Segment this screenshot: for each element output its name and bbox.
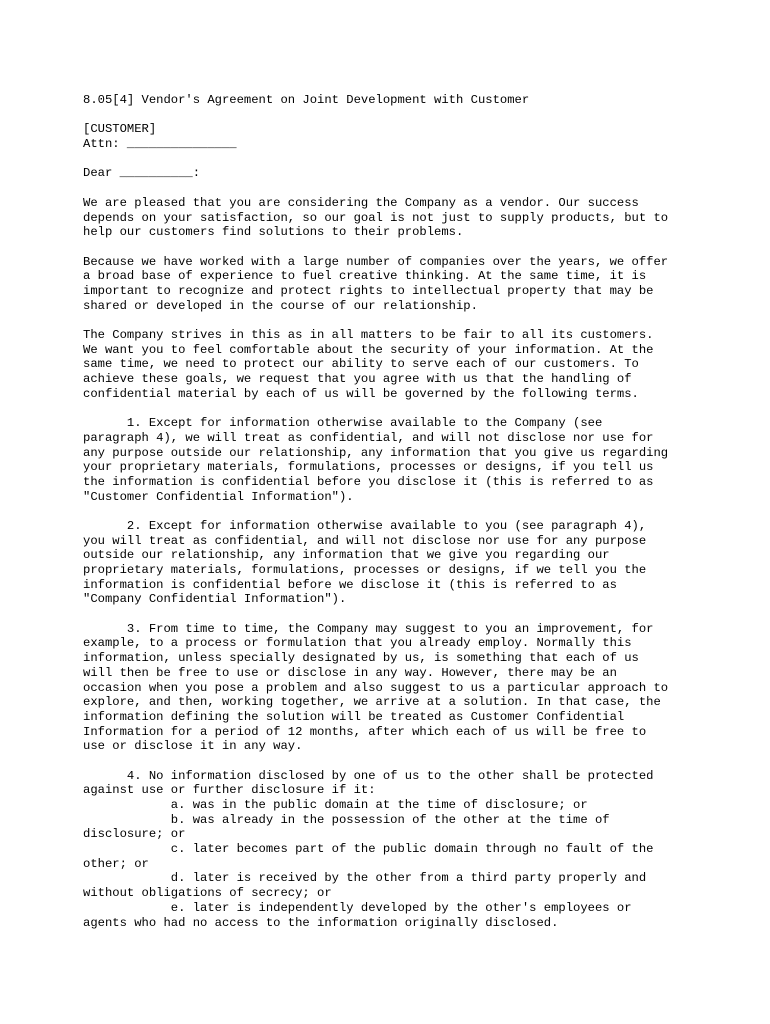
paragraph-line: use or disclose it in any way. bbox=[83, 739, 303, 754]
addressee-attn: Attn: _______________ bbox=[83, 137, 237, 152]
paragraph-line: other; or bbox=[83, 856, 149, 871]
paragraph-line: Information for a period of 12 months, after which each of us will be free to bbox=[83, 724, 647, 739]
paragraph-line: confidential material by each of us will be governed by the following terms. bbox=[83, 386, 639, 401]
addressee-name: [CUSTOMER] bbox=[83, 122, 157, 137]
spacer bbox=[83, 181, 723, 196]
paragraph-line: information defining the solution will be treated as Customer Confidential bbox=[83, 709, 625, 724]
paragraph-line: disclosure; or bbox=[83, 827, 186, 842]
paragraph-intro-1 bbox=[83, 196, 723, 240]
paragraph-line: example, to a process or formulation that you already employ. Normally this bbox=[83, 636, 632, 651]
paragraph-line: any purpose outside our relationship, any information that you give us regarding bbox=[83, 445, 669, 460]
paragraph-line: achieve these goals, we request that you agree with us that the handling of bbox=[83, 372, 632, 387]
paragraph-line: information is confidential before we disclose it (this is referred to as bbox=[83, 577, 617, 592]
paragraph-line: 2. Except for information otherwise available to you (see paragraph 4), bbox=[83, 518, 647, 533]
paragraph-line: "Company Confidential Information"). bbox=[83, 592, 347, 607]
paragraph-line: the information is confidential before you disclose it (this is referred to as bbox=[83, 474, 654, 489]
paragraph-line: We want you to feel comfortable about the security of your information. At the bbox=[83, 342, 654, 357]
paragraph-line: shared or developed in the course of our relationship. bbox=[83, 298, 478, 313]
paragraph-line: e. later is independently developed by the other's employees or bbox=[83, 900, 632, 915]
paragraph-line: occasion when you pose a problem and also suggest to us a particular approach to bbox=[83, 680, 669, 695]
paragraph-line: 1. Except for information otherwise available to the Company (see bbox=[83, 416, 603, 431]
paragraph-line: d. later is received by the other from a third party properly and bbox=[83, 871, 647, 886]
salutation: Dear __________: bbox=[83, 166, 201, 181]
paragraph-line: "Customer Confidential Information"). bbox=[83, 489, 354, 504]
paragraph-line: your proprietary materials, formulations, processes or designs, if you tell us bbox=[83, 460, 654, 475]
paragraph-line: b. was already in the possession of the other at the time of bbox=[83, 812, 610, 827]
paragraph-term-4 bbox=[83, 769, 723, 931]
paragraph-line: will then be free to use or disclose in any way. However, there may be an bbox=[83, 665, 617, 680]
paragraph-line: a. was in the public domain at the time of disclosure; or bbox=[83, 798, 588, 812]
paragraph-line: you will treat as confidential, and will not disclose nor use for any purpose bbox=[83, 533, 647, 548]
paragraph-line: paragraph 4), we will treat as confidential, and will not disclose nor use for bbox=[83, 430, 654, 445]
spacer bbox=[83, 754, 723, 769]
paragraph-line: explore, and then, working together, we arrive at a solution. In that case, the bbox=[83, 695, 661, 710]
paragraph-line: without obligations of secrecy; or bbox=[83, 886, 332, 901]
paragraph-line: help our customers find solutions to their problems. bbox=[83, 225, 464, 240]
paragraph-line: Because we have worked with a large number of companies over the years, we offer bbox=[83, 254, 669, 269]
paragraph-line: c. later becomes part of the public domain through no fault of the bbox=[83, 842, 654, 857]
paragraph-line: The Company strives in this as in all matters to be fair to all its customers. bbox=[83, 328, 654, 342]
spacer bbox=[83, 240, 723, 255]
document-title: 8.05[4] Vendor's Agreement on Joint Development with Customer bbox=[83, 93, 530, 107]
letter-body bbox=[83, 196, 723, 930]
paragraph-line: a broad base of experience to fuel creative thinking. At the same time, it is bbox=[83, 269, 647, 284]
spacer bbox=[83, 313, 723, 328]
paragraph-term-3 bbox=[83, 622, 723, 754]
document-page bbox=[83, 93, 723, 930]
paragraph-term-2 bbox=[83, 519, 723, 607]
paragraph-line: proprietary materials, formulations, processes or designs, if we tell you the bbox=[83, 563, 647, 577]
spacer bbox=[83, 152, 723, 167]
paragraph-intro-2 bbox=[83, 255, 723, 314]
paragraph-line: agents who had no access to the information originally disclosed. bbox=[83, 915, 559, 930]
paragraph-line: information, unless specially designated by us, is something that each of us bbox=[83, 651, 639, 666]
paragraph-line: same time, we need to protect our ability to serve each of our customers. To bbox=[83, 357, 639, 372]
paragraph-line: outside our relationship, any information that we give you regarding our bbox=[83, 548, 610, 563]
paragraph-line: important to recognize and protect rights to intellectual property that may be bbox=[83, 283, 654, 298]
paragraph-line: against use or further disclosure if it: bbox=[83, 783, 376, 798]
spacer bbox=[83, 504, 723, 519]
spacer bbox=[83, 108, 723, 123]
paragraph-term-1 bbox=[83, 416, 723, 504]
paragraph-intro-3 bbox=[83, 328, 723, 401]
paragraph-line: 3. From time to time, the Company may suggest to you an improvement, for bbox=[83, 621, 654, 636]
paragraph-line: depends on your satisfaction, so our goal is not just to supply products, but to bbox=[83, 210, 669, 225]
paragraph-line: 4. No information disclosed by one of us to the other shall be protected bbox=[83, 768, 654, 783]
spacer bbox=[83, 401, 723, 416]
paragraph-line: We are pleased that you are considering the Company as a vendor. Our success bbox=[83, 195, 639, 210]
spacer bbox=[83, 607, 723, 622]
